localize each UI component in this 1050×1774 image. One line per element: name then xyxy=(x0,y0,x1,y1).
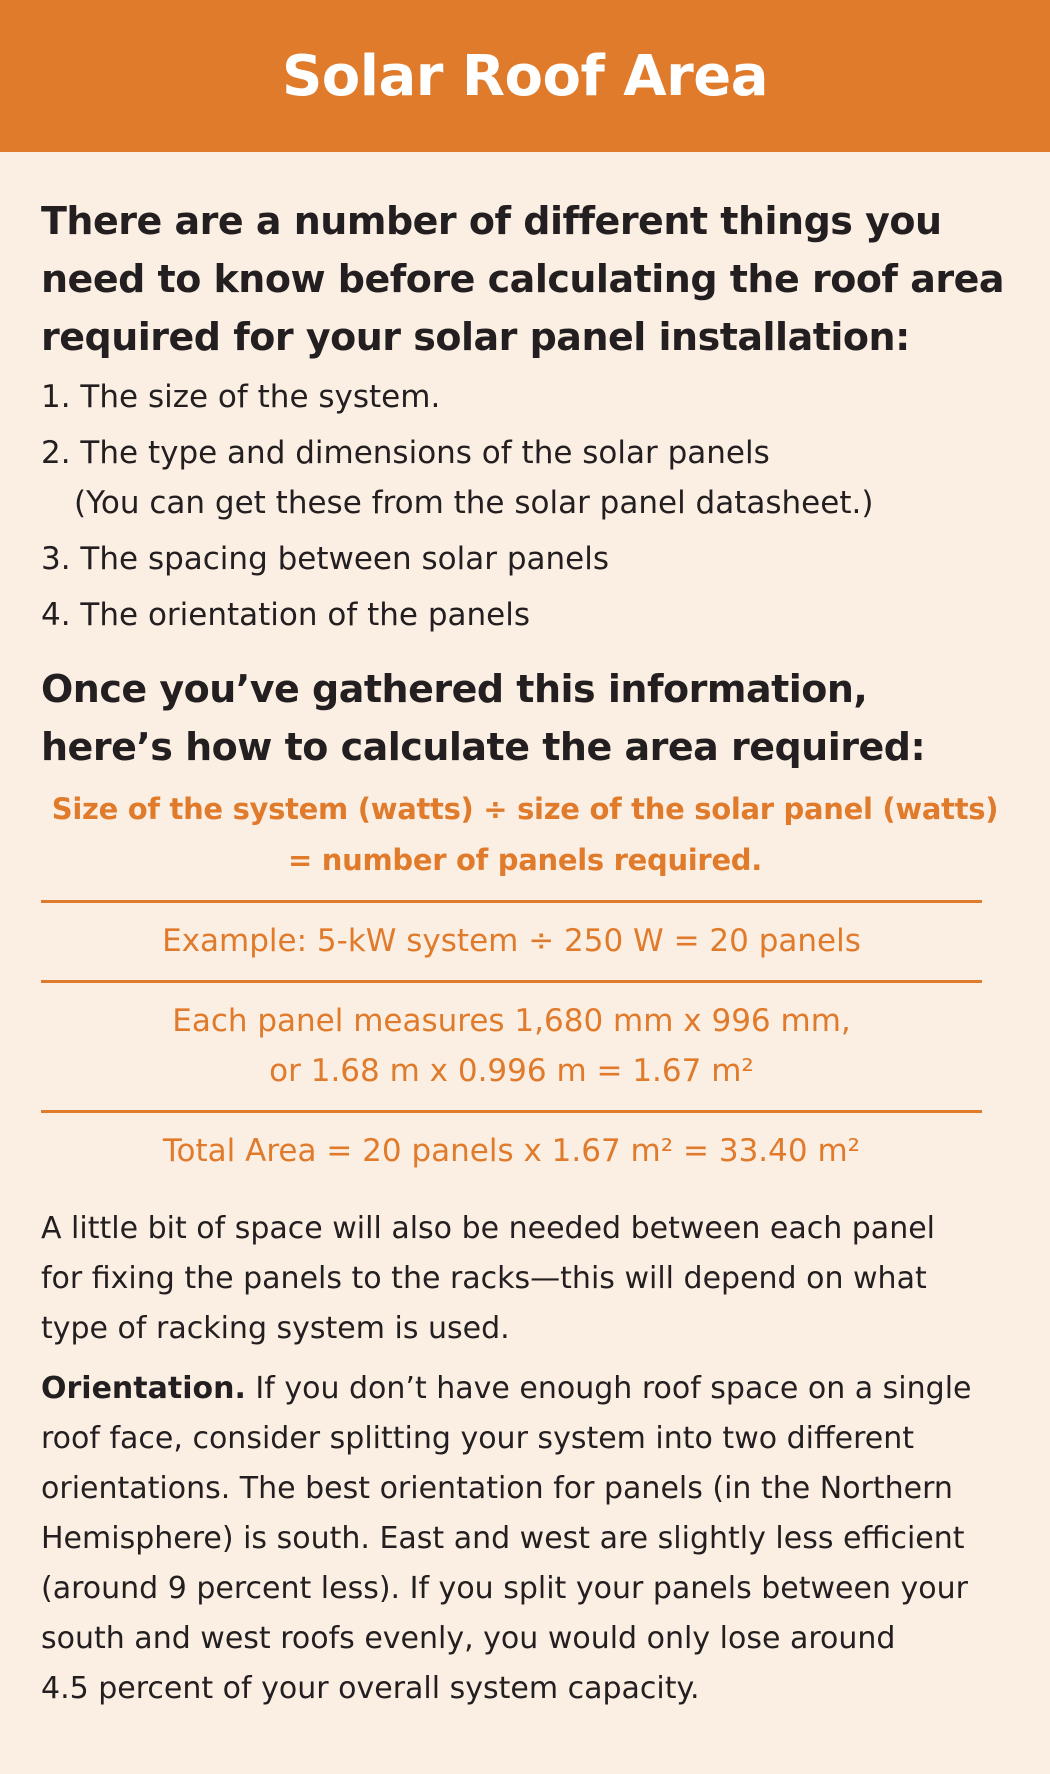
formula-line: = number of panels required. xyxy=(288,843,762,877)
paragraph-line: for fixing the panels to the racks—this will depend on what xyxy=(41,1261,927,1296)
formula xyxy=(41,784,1009,886)
calculation-heading-line: Once you’ve gathered this information, xyxy=(41,667,868,711)
example-row xyxy=(41,980,982,1110)
main-content xyxy=(0,152,1050,1714)
paragraph-line: 4.5 percent of your overall system capacity. xyxy=(41,1671,700,1706)
example-text: Each panel measures 1,680 mm x 996 mm, xyxy=(172,1003,851,1039)
example-table xyxy=(41,900,982,1190)
intro-heading-line: required for your solar panel installation: xyxy=(41,315,910,359)
paragraph-line: Hemisphere) is south. East and west are slightly less efficient xyxy=(41,1521,965,1556)
calculation-heading-line: here’s how to calculate the area required: xyxy=(41,725,926,769)
list-item: 1. The size of the system. xyxy=(41,379,441,415)
paragraph-line: type of racking system is used. xyxy=(41,1311,510,1346)
example-text: Total Area = 20 panels x 1.67 m² = 33.40 m² xyxy=(162,1133,861,1169)
orientation-paragraph xyxy=(41,1364,1009,1714)
paragraph-line: (around 9 percent less). If you split your panels between your xyxy=(41,1571,968,1606)
list-item-text: 2. The type and dimensions of the solar panels xyxy=(41,435,770,471)
requirements-list xyxy=(41,372,1009,640)
intro-heading-line: There are a number of different things you xyxy=(41,199,942,243)
list-item-note: (You can get these from the solar panel datasheet.) xyxy=(74,485,874,521)
example-text: or 1.68 m x 0.996 m = 1.67 m² xyxy=(269,1053,754,1089)
intro-heading xyxy=(41,192,1009,366)
paragraph-text: If you don’t have enough roof space on a single xyxy=(245,1371,972,1406)
list-item: 4. The orientation of the panels xyxy=(41,597,530,633)
intro-heading-line: need to know before calculating the roof area xyxy=(41,257,1004,301)
example-text: Example: 5-kW system ÷ 250 W = 20 panels xyxy=(162,923,861,959)
title-banner xyxy=(0,0,1050,152)
formula-line: Size of the system (watts) ÷ size of the solar panel (watts) xyxy=(51,792,999,826)
paragraph-line: orientations. The best orientation for panels (in the Northern xyxy=(41,1471,953,1506)
example-row xyxy=(41,1110,982,1190)
list-item: 3. The spacing between solar panels xyxy=(41,541,609,577)
page-title: Solar Roof Area xyxy=(281,43,769,109)
spacing-paragraph xyxy=(41,1204,1009,1354)
list-item xyxy=(41,428,1009,528)
orientation-lead: Orientation. xyxy=(41,1371,246,1406)
calculation-heading xyxy=(41,660,1009,776)
paragraph-line: roof face, consider splitting your system into two different xyxy=(41,1421,915,1456)
paragraph-line xyxy=(41,1364,1009,1414)
paragraph-line: A little bit of space will also be needed between each panel xyxy=(41,1211,935,1246)
example-row xyxy=(41,900,982,980)
paragraph-line: south and west roofs evenly, you would only lose around xyxy=(41,1621,896,1656)
